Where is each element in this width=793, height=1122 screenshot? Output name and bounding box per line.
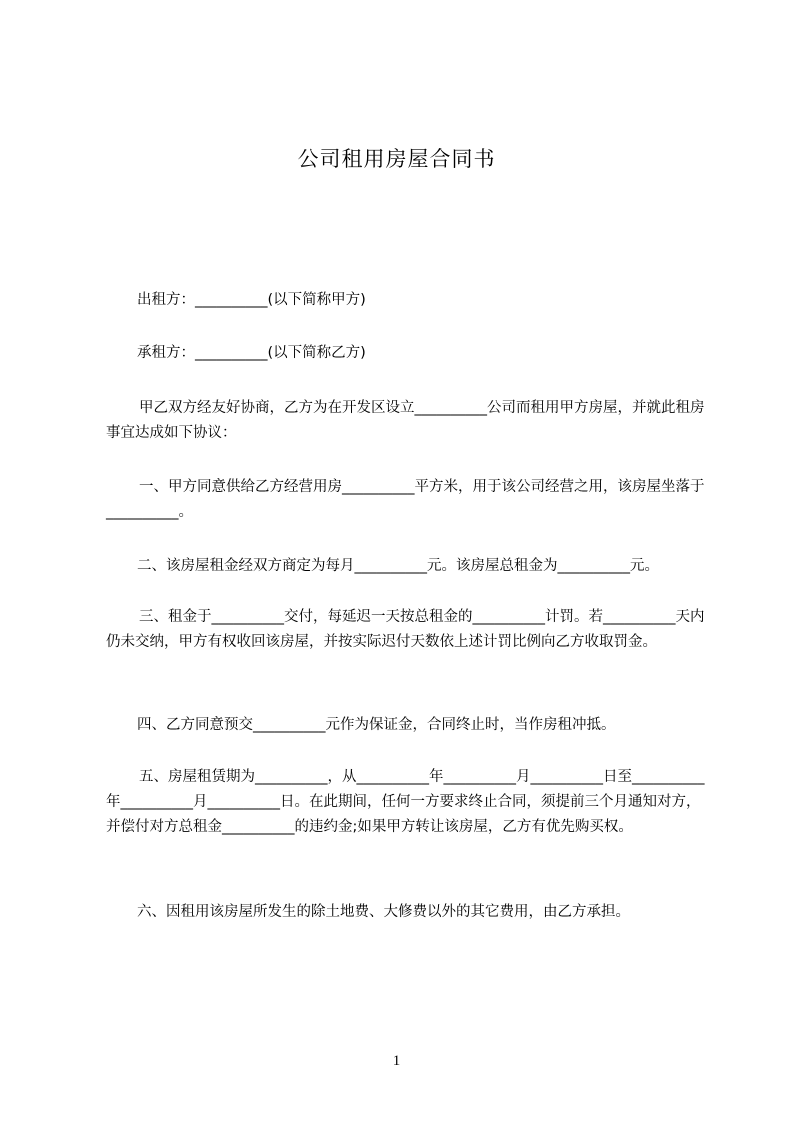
page-title: 公司租用房屋合同书 <box>297 147 496 171</box>
clause-3: 三、租金于__________交付，每延迟一天按总租金的__________计罚。若__________天内仍未交纳，甲方有权收回该房屋，并按实际迟付天数依上述计罚比例向乙方收取罚金。 <box>106 609 705 650</box>
lessor-line: 出租方：__________(以下简称甲方) <box>137 292 366 308</box>
preamble-paragraph: 甲乙双方经友好协商，乙方为在开发区设立__________公司而租用甲方房屋，并就此租房事宜达成如下协议： <box>106 400 705 441</box>
clause-2: 二、该房屋租金经双方商定为每月__________元。该房屋总租金为__________元。 <box>137 558 659 574</box>
clause-1: 一、甲方同意供给乙方经营用房__________平方米，用于该公司经营之用，该房屋坐落于__________。 <box>106 479 705 520</box>
page-number: 1 <box>392 1053 401 1069</box>
clause-6: 六、因租用该房屋所发生的除土地费、大修费以外的其它费用，由乙方承担。 <box>137 904 630 920</box>
lessee-line: 承租方：__________(以下简称乙方) <box>137 345 366 361</box>
clause-5: 五、房屋租赁期为__________，从__________年__________月__________日至__________年__________月__________日。在此期间，任何一方要求终止合同，须提前三个月通知对方，并偿付对方总租金__________的违约金;如果甲方转让该房屋，乙方有优先购买权。 <box>106 769 705 835</box>
clause-4: 四、乙方同意预交__________元作为保证金，合同终止时，当作房租冲抵。 <box>137 717 616 733</box>
